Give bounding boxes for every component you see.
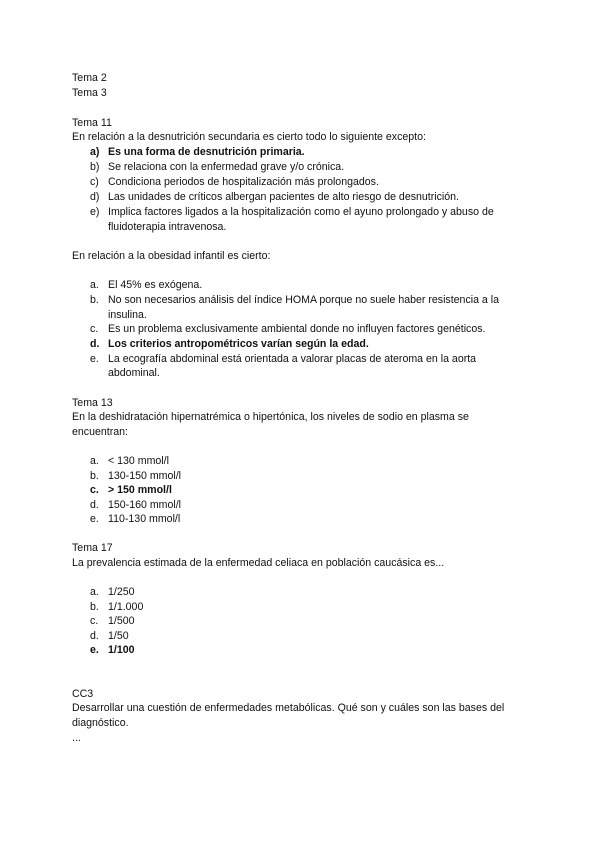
option-text: abdominal. [108,367,160,379]
option-marker: b. [90,294,99,306]
cc3-text: Desarrollar una cuestión de enfermedades metabólicas. Qué son y cuáles son las bases del [72,702,505,714]
option-marker: c. [90,323,99,335]
section-heading: Tema 13 [72,397,113,409]
option-marker: c. [90,615,99,627]
option-text: 1/50 [108,630,129,642]
option-text: Condiciona periodos de hospitalización más prolongados. [108,176,379,188]
option-text: Las unidades de críticos albergan pacientes de alto riesgo de desnutrición. [108,191,459,203]
option-marker: e. [90,353,99,365]
correct-option-text: Es una forma de desnutrición primaria. [108,146,305,158]
option-marker: e) [90,206,100,218]
option-text: No son necesarios análisis del índice HOMA porque no suele haber resistencia a la [108,294,500,306]
option-text: 110-130 mmol/l [108,513,181,525]
option-text: Implica factores ligados a la hospitalización como el ayuno prolongado y abuso de [108,206,494,218]
option-text: La ecografía abdominal está orientada a valorar placas de ateroma en la aorta [108,353,477,365]
option-marker: d. [90,499,99,511]
option-marker: c. [90,484,99,496]
section-heading: Tema 3 [72,87,107,99]
option-marker: d. [90,338,100,350]
option-marker: b) [90,161,100,173]
option-marker: e. [90,513,99,525]
option-text: Se relaciona con la enfermedad grave y/o crónica. [108,161,345,173]
option-marker: e. [90,644,99,656]
option-marker: d. [90,630,99,642]
option-text: insulina. [108,309,147,321]
question-text: En la deshidratación hipernatrémica o hipertónica, los niveles de sodio en plasma se [72,411,469,423]
option-marker: a. [90,455,99,467]
question-text: En relación a la desnutrición secundaria es cierto todo lo siguiente excepto: [72,131,426,143]
option-marker: c) [90,176,99,188]
option-text: 1/1.000 [108,601,144,613]
question-text: La prevalencia estimada de la enfermedad celiaca en población caucásica es... [72,557,445,569]
section-heading: Tema 2 [72,72,107,84]
option-marker: b. [90,470,99,482]
option-text: El 45% es exógena. [108,279,203,291]
correct-option-text: > 150 mmol/l [108,484,172,496]
section-heading: Tema 11 [72,117,112,129]
option-text: Es un problema exclusivamente ambiental donde no influyen factores genéticos. [108,323,486,335]
option-marker: d) [90,191,100,203]
correct-option-text: Los criterios antropométricos varían según la edad. [108,338,369,350]
option-text: 150-160 mmol/l [108,499,182,511]
cc3-text: diagnóstico. [72,717,129,729]
option-text: 130-150 mmol/l [108,470,182,482]
option-text: fluidoterapia intravenosa. [108,221,227,233]
correct-option-text: 1/100 [108,644,135,656]
section-heading: Tema 17 [72,542,113,554]
option-marker: b. [90,601,99,613]
option-marker: a) [90,146,100,158]
option-marker: a. [90,279,99,291]
option-text: 1/500 [108,615,135,627]
option-text: 1/250 [108,586,135,598]
option-marker: a. [90,586,99,598]
ellipsis: ... [72,732,81,744]
question-text: En relación a la obesidad infantil es cierto: [72,250,271,262]
section-heading: CC3 [72,688,94,700]
option-text: < 130 mmol/l [108,455,169,467]
question-text: encuentran: [72,426,128,438]
